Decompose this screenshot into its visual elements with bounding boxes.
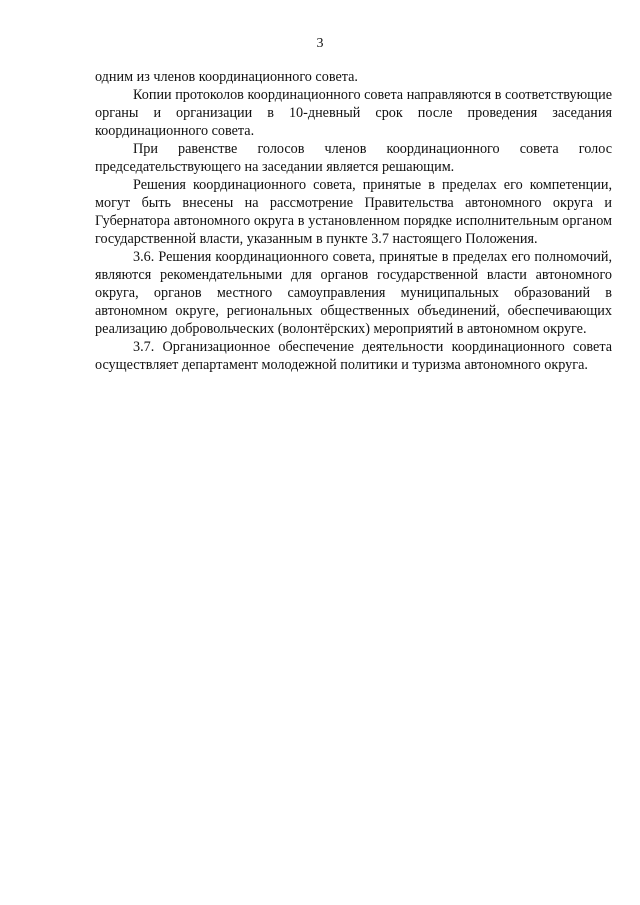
paragraph-vote-equality: При равенстве голосов членов координационного совета голос председательствующего на заседании является решающим.	[95, 141, 612, 175]
paragraph-decisions-competence: Решения координационного совета, принятые в пределах его компетенции, могут быть внесены на рассмотрение Правительства автономного округа и Губернатора автономного округа в установленном порядке исполнительным органом государственной власти, указанным в пункте 3.7 настоящего Положения.	[95, 177, 612, 247]
paragraph-continuation: одним из членов координационного совета.	[95, 69, 358, 85]
paragraph-3-6: 3.6. Решения координационного совета, принятые в пределах его полномочий, являются рекомендательными для органов государственной власти автономного округа, органов местного самоуправления муниципальных образований в автономном округе, региональных общественных объединений, обеспечивающих реализацию добровольческих (волонтёрских) мероприятий в автономном округе.	[95, 249, 612, 337]
page-number: 3	[316, 36, 324, 51]
document-body	[95, 68, 612, 374]
paragraph-protocol-copies: Копии протоколов координационного совета направляются в соответствующие органы и организации в 10-дневный срок после проведения заседания координационного совета.	[95, 87, 612, 139]
paragraph-3-7: 3.7. Организационное обеспечение деятельности координационного совета осуществляет департамент молодежной политики и туризма автономного округа.	[95, 339, 612, 373]
